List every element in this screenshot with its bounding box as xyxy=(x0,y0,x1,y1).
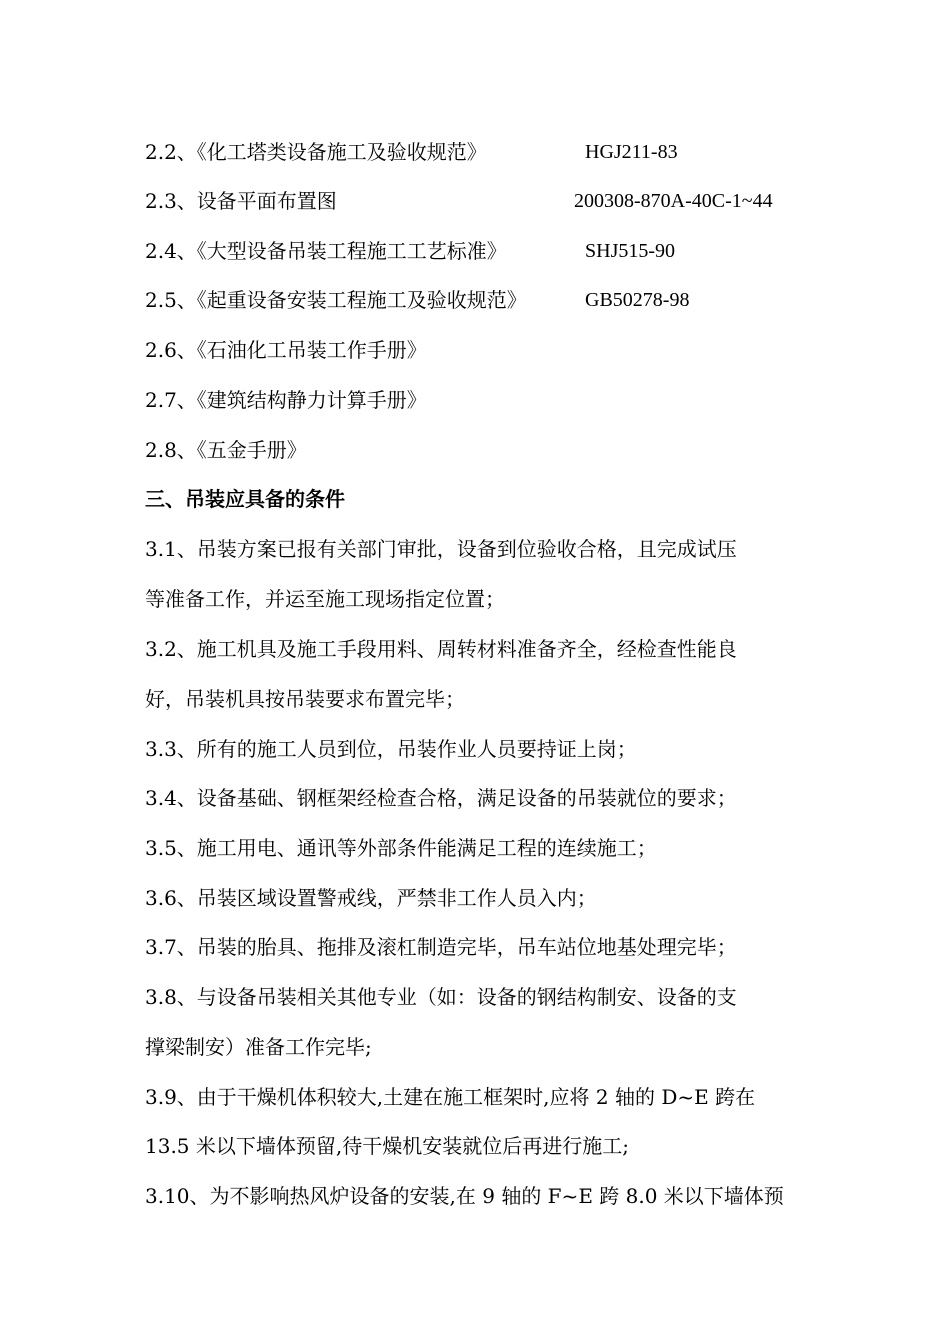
paragraph-line: 撑梁制安）准备工作完毕; xyxy=(145,1035,372,1059)
section-heading: 三、吊装应具备的条件 xyxy=(145,487,345,511)
paragraph-line: 好，吊装机具按吊装要求布置完毕； xyxy=(145,687,465,711)
paragraph-line: 3.5、施工用电、通讯等外部条件能满足工程的连续施工； xyxy=(145,836,657,860)
paragraph-line: 3.2、施工机具及施工手段用料、周转材料准备齐全，经检查性能良 xyxy=(145,637,737,661)
paragraph-line: 3.3、所有的施工人员到位，吊装作业人员要持证上岗； xyxy=(145,737,637,761)
reference-code: HGJ211-83 xyxy=(585,141,678,163)
paragraph-line: 3.8、与设备吊装相关其他专业（如：设备的钢结构制安、设备的支 xyxy=(145,985,737,1009)
paragraph-line: 3.10、为不影响热风炉设备的安装,在 9 轴的 F~E 跨 8.0 米以下墙体预 xyxy=(145,1184,784,1208)
reference-code: 200308-870A-40C-1~44 xyxy=(574,190,773,212)
paragraph-line: 3.1、吊装方案已报有关部门审批，设备到位验收合格，且完成试压 xyxy=(145,537,737,561)
reference-label: 2.6、《石油化工吊装工作手册》 xyxy=(145,338,427,362)
reference-item xyxy=(145,287,815,313)
reference-item xyxy=(145,387,815,413)
paragraph-line: 3.6、吊装区域设置警戒线，严禁非工作人员入内； xyxy=(145,886,597,910)
reference-label: 2.4、《大型设备吊装工程施工工艺标准》 xyxy=(145,239,507,263)
reference-item xyxy=(145,437,815,463)
reference-label: 2.7、《建筑结构静力计算手册》 xyxy=(145,388,427,412)
reference-label: 2.3、设备平面布置图 xyxy=(145,189,337,213)
paragraph-line: 3.9、由于干燥机体积较大,土建在施工框架时,应将 2 轴的 D~E 跨在 xyxy=(145,1085,756,1109)
reference-label: 2.5、《起重设备安装工程施工及验收规范》 xyxy=(145,288,527,312)
paragraph-line: 3.7、吊装的胎具、拖排及滚杠制造完毕，吊车站位地基处理完毕； xyxy=(145,935,737,959)
reference-item xyxy=(145,337,815,363)
reference-code: GB50278-98 xyxy=(585,289,690,311)
reference-label: 2.8、《五金手册》 xyxy=(145,438,307,462)
reference-code: SHJ515-90 xyxy=(585,240,676,262)
reference-item xyxy=(145,238,815,264)
paragraph-line: 3.4、设备基础、钢框架经检查合格，满足设备的吊装就位的要求； xyxy=(145,786,737,810)
reference-label: 2.2、《化工塔类设备施工及验收规范》 xyxy=(145,140,487,164)
paragraph-line: 13.5 米以下墙体预留,待干燥机安装就位后再进行施工; xyxy=(145,1134,629,1158)
paragraph-line: 等准备工作，并运至施工现场指定位置； xyxy=(145,587,505,611)
reference-item xyxy=(145,139,815,165)
